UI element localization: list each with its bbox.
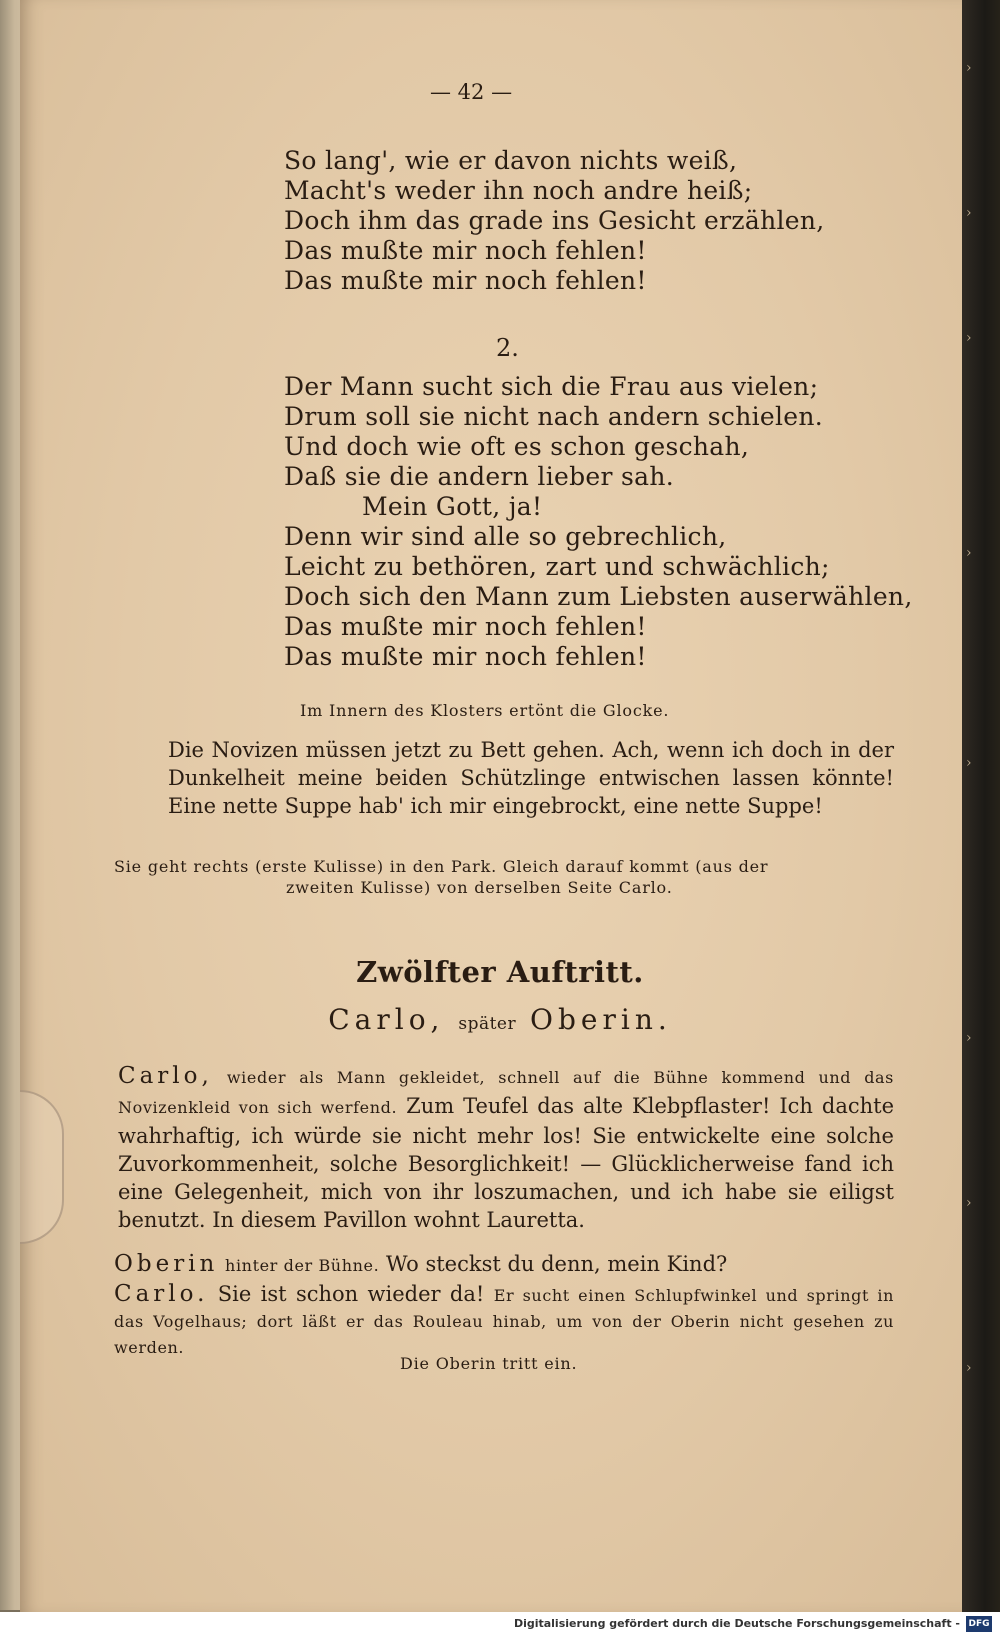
verse-line: Das mußte mir noch fehlen!: [284, 236, 647, 265]
verse-line: Das mußte mir noch fehlen!: [284, 266, 647, 295]
stage-direction-exit-2: zweiten Kulisse) von derselben Seite Carlo.: [286, 878, 673, 897]
verse-line: So lang', wie er davon nichts weiß,: [284, 146, 738, 175]
footer-credit: Digitalisierung gefördert durch die Deutsche Forschungsgemeinschaft -: [513, 1617, 960, 1630]
speaker-name: Carlo.: [114, 1281, 209, 1307]
stage-direction-exit-1: Sie geht rechts (erste Kulisse) in den Park. Gleich darauf kommt (aus der: [114, 857, 769, 876]
verse-line: Denn wir sind alle so gebrechlich,: [284, 522, 727, 551]
footer-bar: [0, 1612, 1000, 1638]
verse-line: Leicht zu bethören, zart und schwächlich;: [284, 552, 830, 581]
verse-line: Mein Gott, ja!: [362, 492, 543, 521]
verse-line: Macht's weder ihn noch andre heiß;: [284, 176, 753, 205]
speech-novizen: Die Novizen müssen jetzt zu Bett gehen. Ach, wenn ich doch in der Dunkelheit meine beiden Schützlinge entwischen lassen könnte! Eine nette Suppe hab' ich mir eingebrockt, eine nette Suppe!: [168, 738, 894, 818]
speaker-direction: wieder als Mann gekleidet, schnell auf die Bühne kommend und das Novizenkleid von sich werfend.: [118, 1068, 894, 1117]
verse-line: Daß sie die andern lieber sah.: [284, 462, 674, 491]
speaker-direction: Er sucht einen Schlupfwinkel und springt in das Vogelhaus; dort läßt er das Rouleau hinab, um von der Oberin nicht gesehen zu werden.: [114, 1286, 894, 1357]
page-number: — 42 —: [430, 80, 513, 104]
verse-line: Das mußte mir noch fehlen!: [284, 642, 647, 671]
scene-cast: [0, 1003, 1000, 1036]
verse-line: Doch sich den Mann zum Liebsten auserwählen,: [284, 582, 913, 611]
verse-stanza-2: [284, 372, 913, 672]
dialogue-oberin-1: [114, 1250, 894, 1280]
speaker-name: Oberin: [114, 1251, 219, 1277]
speech-text: Sie ist schon wieder da!: [217, 1282, 485, 1306]
verse-line: Der Mann sucht sich die Frau aus vielen;: [284, 372, 819, 401]
verse-stanza-1: [284, 146, 825, 296]
cast-carlo: Carlo,: [328, 1003, 445, 1036]
speaker-name: Carlo,: [118, 1063, 213, 1089]
edge-marks: › › › › › › › ›: [966, 60, 972, 1376]
dialogue-carlo-1: [118, 1062, 894, 1234]
stanza-number: 2.: [496, 334, 519, 362]
stage-direction-bell: Im Innern des Klosters ertönt die Glocke.: [300, 701, 670, 720]
page-clip: [20, 1090, 64, 1244]
stage-direction-enter: Die Oberin tritt ein.: [400, 1354, 578, 1373]
verse-line: Drum soll sie nicht nach andern schielen.: [284, 402, 824, 431]
verse-line: Und doch wie oft es schon geschah,: [284, 432, 750, 461]
speech-text: Zum Teufel das alte Klebpflaster! Ich dachte wahrhaftig, ich würde sie nicht mehr los! Sie entwickelte eine solche Zuvorkommenheit, solche Besorglichkeit! — Glücklicherweise fand ich eine Gelegenheit, mich von ihr loszumachen, und ich habe sie eiligst benutzt. In diesem Pavillon wohnt Lauretta.: [118, 1094, 895, 1232]
dfg-logo: DFG: [966, 1616, 992, 1632]
dialogue-carlo-2: [114, 1282, 894, 1360]
speaker-direction: hinter der Bühne.: [225, 1256, 380, 1275]
verse-line: Das mußte mir noch fehlen!: [284, 612, 647, 641]
verse-line: Doch ihm das grade ins Gesicht erzählen,: [284, 206, 825, 235]
speech-text: Wo steckst du denn, mein Kind?: [385, 1252, 728, 1276]
cast-later: später: [458, 1014, 517, 1034]
cast-oberin: Oberin.: [530, 1003, 672, 1036]
scene-title: Zwölfter Auftritt.: [356, 955, 644, 989]
